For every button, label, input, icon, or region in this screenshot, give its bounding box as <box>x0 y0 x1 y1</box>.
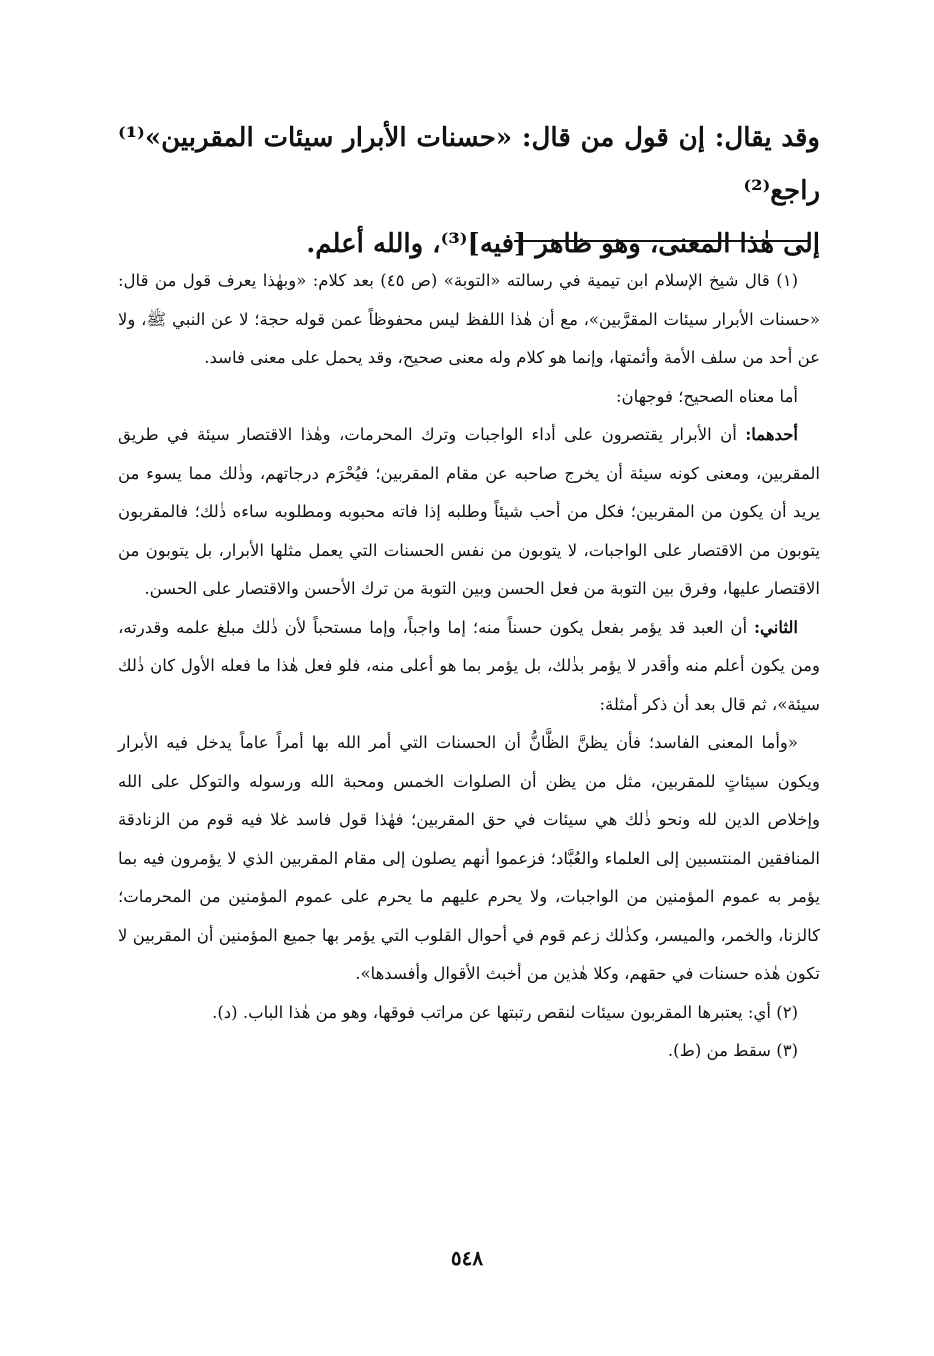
footnote-1-second-aspect-label: الثاني: <box>753 617 798 637</box>
footnote-3: (٣) سقط من (ط). <box>667 1041 798 1060</box>
footnote-1-paragraph-4 <box>118 609 820 725</box>
footnotes <box>118 262 820 1071</box>
main-text <box>118 112 820 271</box>
main-text-line-2: إلى هٰذا المعنى، وهو ظاهر [فيه]⁽³⁾، والله أعلم. <box>306 229 820 259</box>
footnote-1-paragraph-2: أما معناه الصحيح؛ فوجهان: <box>616 386 798 406</box>
page-number: ٥٤٨ <box>450 1246 484 1270</box>
footnote-1-paragraph-3 <box>118 416 820 609</box>
footnote-1-paragraph-5: «وأما المعنى الفاسد؛ فأن يظنَّ الظَّانُّ أن الحسنات التي أمر الله بها أمراً عاماً يدخل فيه الأبرار ويكون سيئاتٍ للمقربين، مثل من يظن أن الصلوات الخمس ومحبة الله ورسوله والتوكل على الله وإخلاص الدين لله ونحو ذٰلك هي سيئات في حق المقربين؛ فهٰذا قول فاسد غلا فيه قوم من الزنادقة المنافقين المنتسبين إلى العلماء والعُبَّاد؛ فزعموا أنهم يصلون إلى مقام المقربين الذي لا يؤمرون فيه بما يؤمر به عموم المؤمنين من الواجبات، ولا يحرم عليهم ما يحرم على عموم المؤمنين من المحرمات؛ كالزنا، والخمر، والميسر، وكذٰلك زعم قوم في أحوال القلوب التي يؤمر بها جميع المؤمنين أن المقربين لا تكون هٰذه حسنات في حقهم، وكلا هٰذين من أخبث الأقوال وأفسدها». <box>118 733 820 983</box>
footnote-separator <box>514 240 808 242</box>
footnote-1-paragraph-1: (١) قال شيخ الإسلام ابن تيمية في رسالته «التوبة» (ص ٤٥) بعد كلام: «وبهٰذا يعرف قول من قال: «حسنات الأبرار سيئات المقرَّبين»، مع أن هٰذا اللفظ ليس محفوظاً عمن قوله حجة؛ لا عن النبي ﷺ، ولا عن أحد من سلف الأمة وأئمتها، وإنما هو كلام وله معنى صحيح، وقد يحمل على معنى فاسد. <box>118 271 820 367</box>
main-text-line-1: وقد يقال: إن قول من قال: «حسنات الأبرار سيئات المقربين»⁽¹⁾ راجع⁽²⁾ <box>118 123 820 206</box>
footnote-1-first-aspect-label: أحدهما: <box>745 425 798 444</box>
footnote-1-second-aspect-text: أن العبد قد يؤمر بفعل يكون حسناً منه؛ إما واجباً، وإما مستحباً لأن ذٰلك مبلغ علمه وقدرته، ومن يكون أعلم منه وأقدر لا يؤمر بذٰلك، بل يؤمر بما هو أعلى منه، فلو فعل هٰذا ما فعله الأول كان ذٰلك سيئة»، ثم قال بعد أن ذكر أمثلة: <box>118 617 820 714</box>
footnote-1-first-aspect-text: أن الأبرار يقتصرون على أداء الواجبات وترك المحرمات، وهٰذا الاقتصار سيئة في طريق المقربين، ومعنى كونه سيئة أن يخرج صاحبه عن مقام المقربين؛ فيُحْرَم درجاتهم، وذٰلك مما يسوء من يريد أن يكون من المقربين؛ فكل من أحب شيئاً وطلبه إذا فاته محبوبه ومطلوبه ساءه ذٰلك؛ فالمقربون يتوبون من الاقتصار على الواجبات، لا يتوبون من نفس الحسنات التي يعمل مثلها الأبرار، بل يتوبون من الاقتصار عليها، وفرق بين التوبة من فعل الحسن وبين التوبة من ترك الأحسن والاقتصار على الحسن. <box>118 425 820 598</box>
footnote-2: (٢) أي: يعتبرها المقربون سيئات لنقص رتبتها عن مراتب فوقها، وهو من هٰذا الباب. (د). <box>212 1002 798 1022</box>
